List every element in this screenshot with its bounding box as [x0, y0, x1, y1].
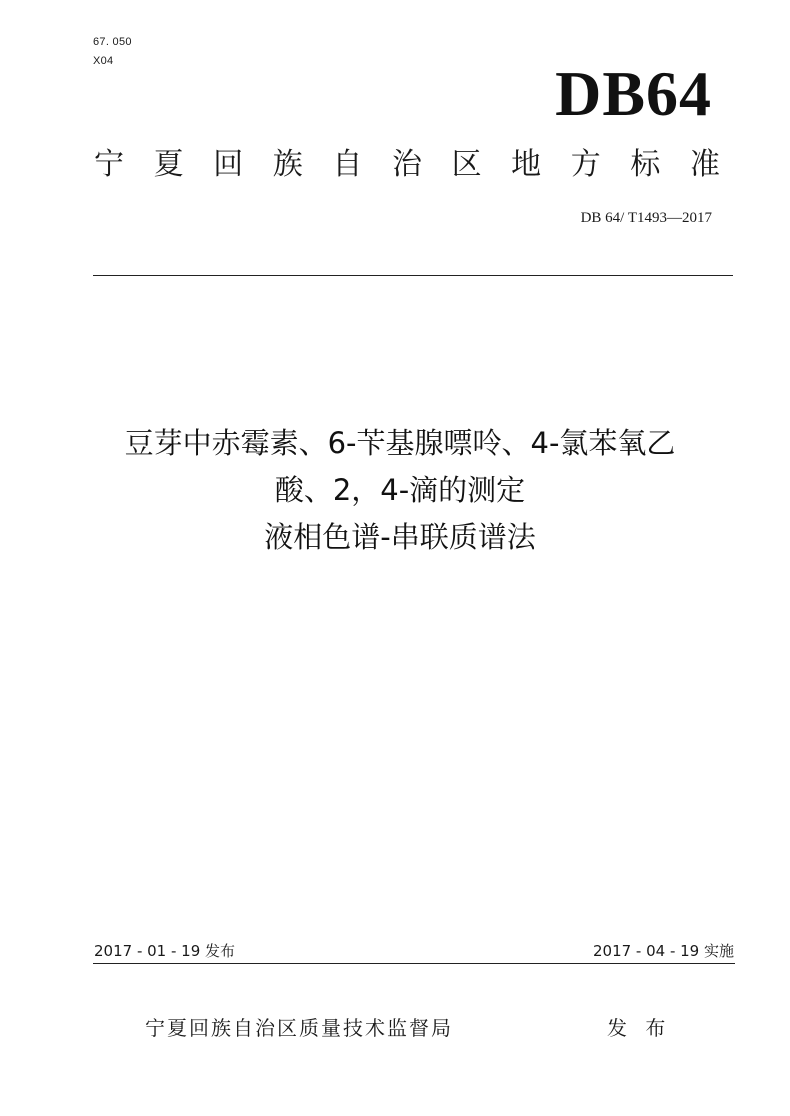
- standard-type-char: 区: [451, 147, 482, 182]
- standard-type-char: 治: [391, 147, 422, 182]
- standard-type-char: 回: [213, 147, 244, 182]
- standard-number: DB 64/ T1493—2017: [580, 210, 712, 226]
- standard-type-char: 标: [630, 147, 661, 182]
- standard-type-char: 自: [332, 147, 363, 182]
- title-line-3: 液相色谱-串联质谱法: [264, 520, 536, 554]
- db64-logo: DB64: [555, 58, 712, 129]
- standard-type-char: 族: [272, 147, 303, 182]
- standard-type-char: 方: [570, 147, 601, 182]
- issuing-authority: 宁夏回族自治区质量技术监督局: [145, 1016, 453, 1040]
- issue-label: 发 布: [607, 1016, 672, 1040]
- implement-date: 2017 - 04 - 19 实施: [592, 942, 734, 960]
- ccs-code: X04: [93, 55, 114, 67]
- standard-type-char: 地: [511, 147, 542, 182]
- standard-type-char: 宁: [94, 147, 124, 182]
- standard-type-char: 准: [689, 147, 720, 182]
- standard-type-heading: [94, 145, 720, 185]
- publish-date: 2017 - 01 - 19 发布: [94, 942, 236, 960]
- title-line-2: 酸、2，4-滴的测定: [274, 473, 526, 507]
- document-title: [40, 420, 760, 561]
- standard-type-char: 夏: [153, 147, 184, 182]
- top-divider: [93, 275, 733, 276]
- bottom-divider: [93, 963, 735, 964]
- title-line-1: 豆芽中赤霉素、6-苄基腺嘌呤、4-氯苯氧乙: [124, 426, 676, 460]
- ics-code: 67. 050: [93, 36, 132, 48]
